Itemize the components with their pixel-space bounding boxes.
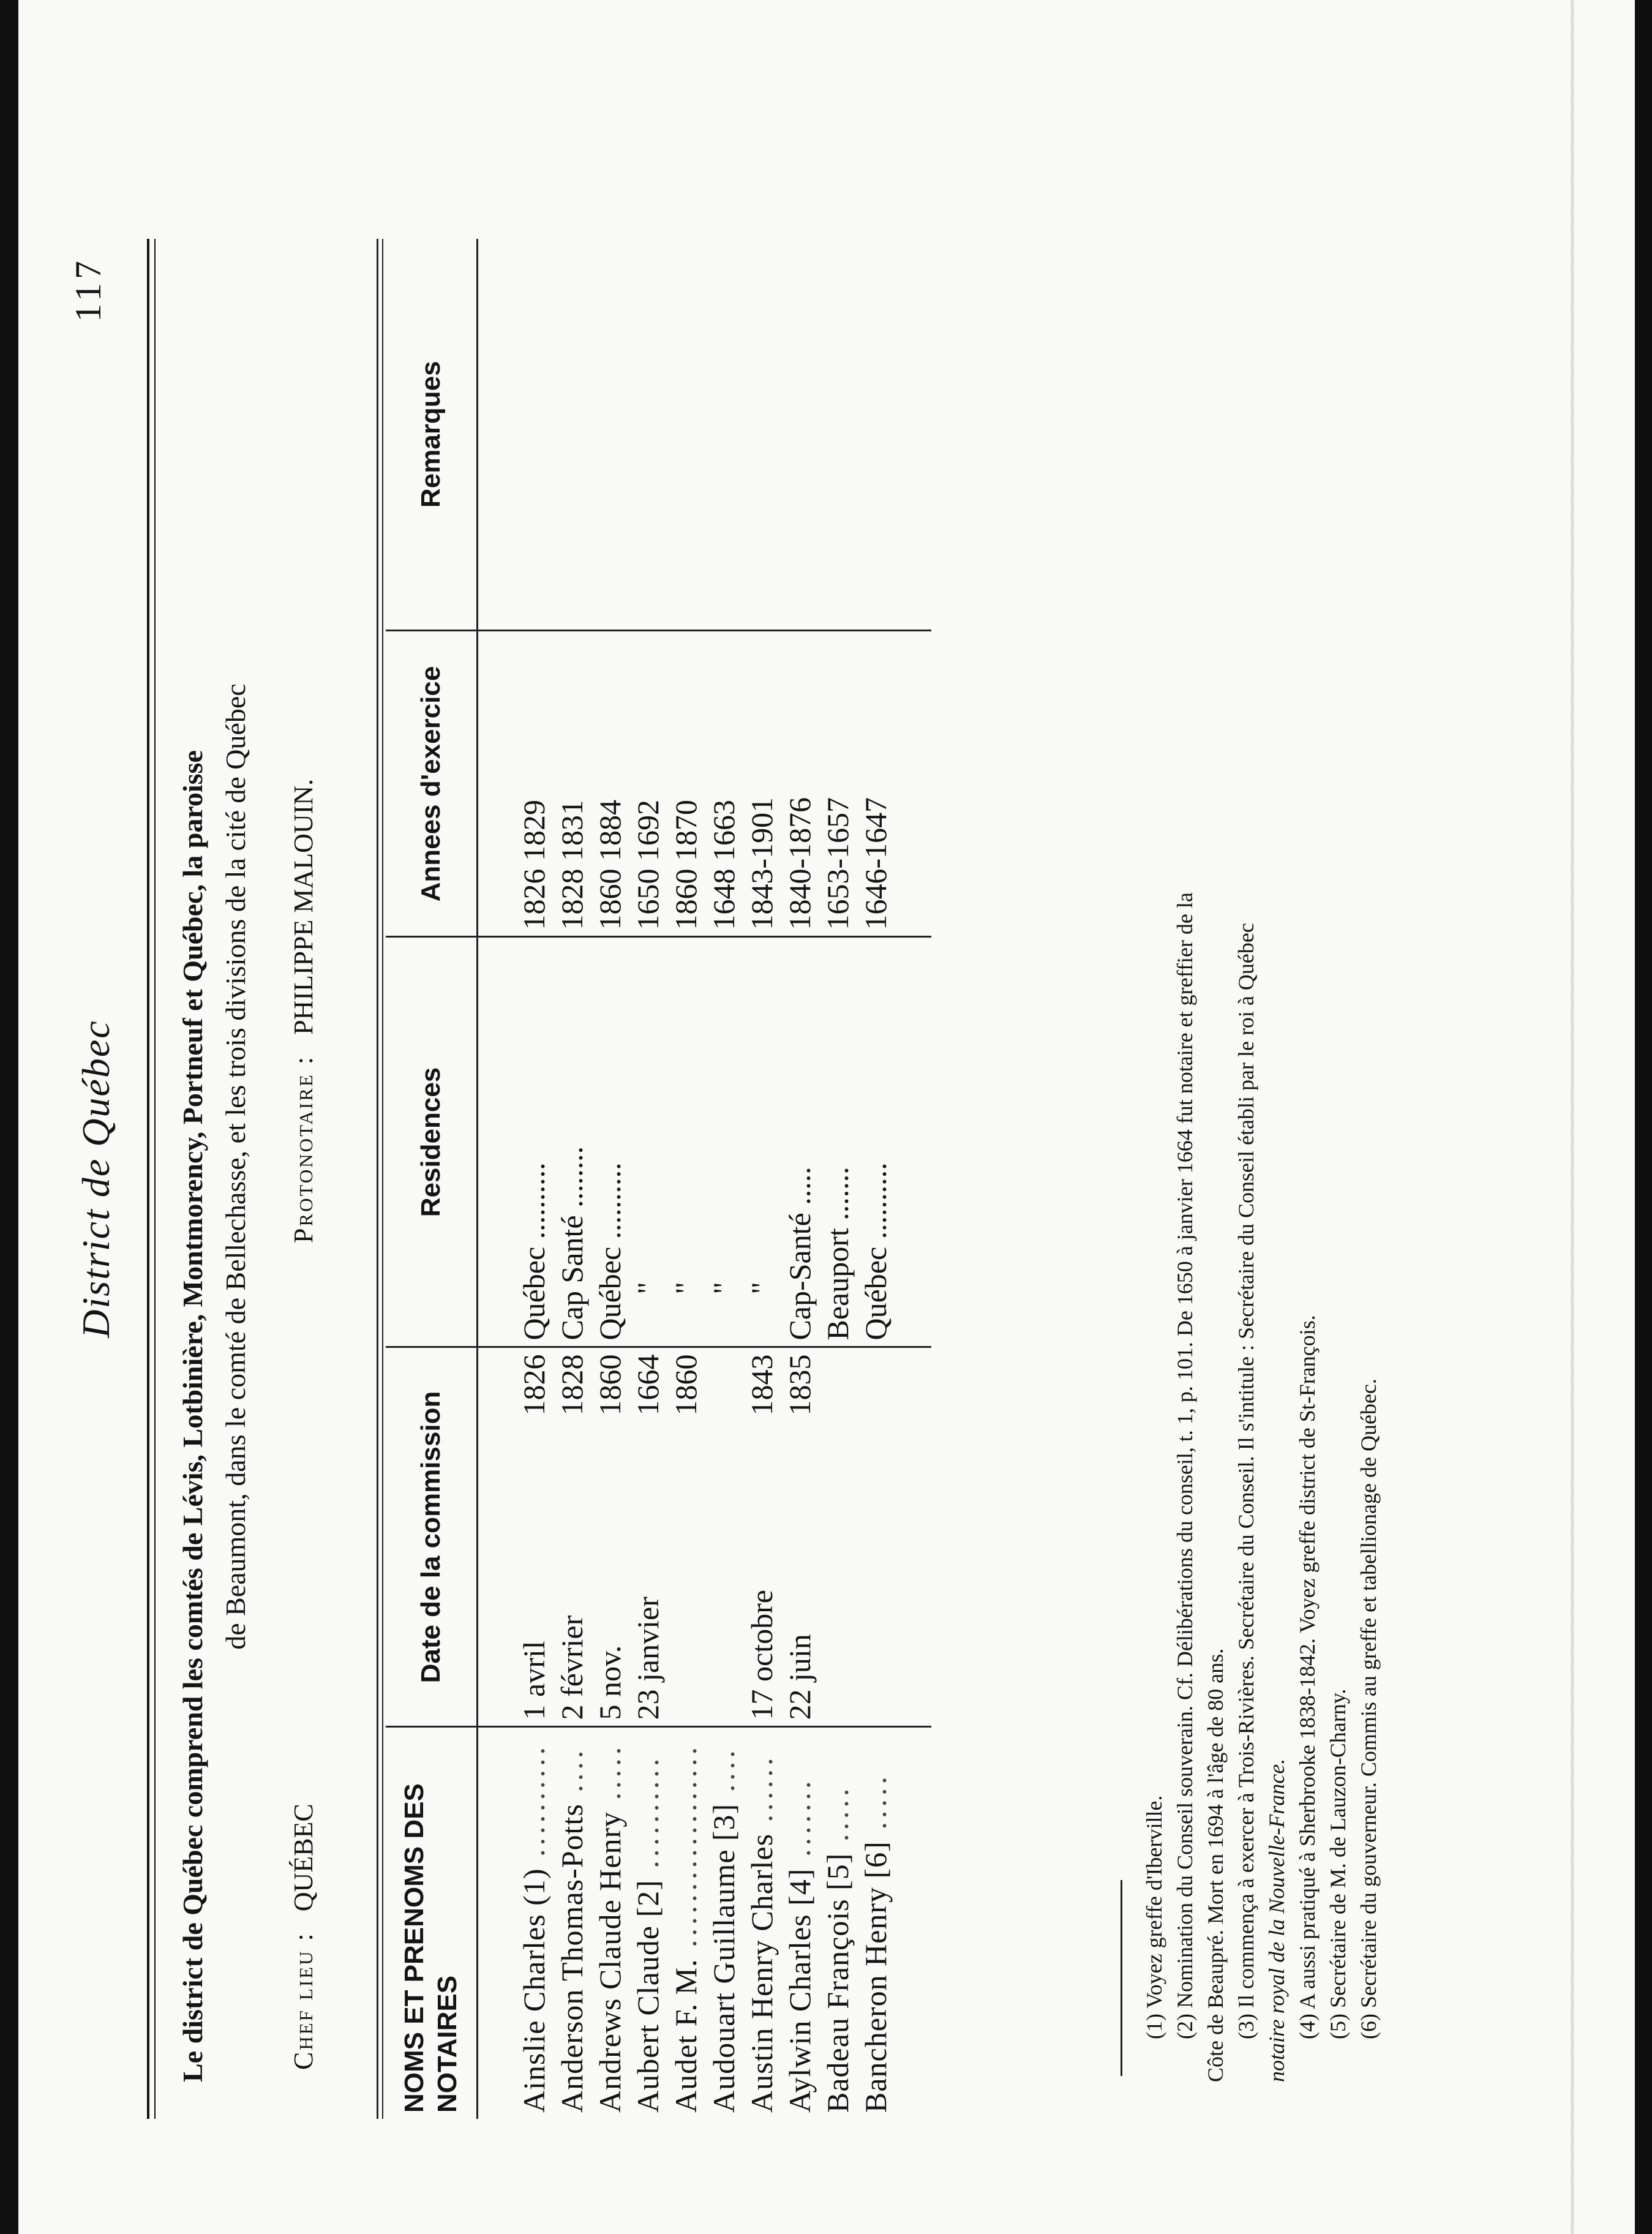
footnote-3: (3) Il commença à exercer à Trois-Rivières. Secrétaire du Conseil. Il s'intitule : Secrétaire du Conseil établi par le roi à Québec xyxy=(1234,923,1258,2039)
footnotes xyxy=(1139,257,1384,2082)
header-rule xyxy=(147,239,149,2119)
header-date: Date de la commission xyxy=(386,1347,478,1727)
commission-date xyxy=(857,1347,895,1727)
table-row xyxy=(705,239,743,2119)
notary-name: Ainslie Charles (1) .......... xyxy=(517,1743,551,2113)
years-of-practice: 1650 1692 xyxy=(629,631,667,937)
protonotaire-value: PHILIPPE MALOUIN. xyxy=(288,778,318,1035)
notary-name: Audet F. M. .................. xyxy=(669,1743,703,2113)
years-of-practice: 1646-1647 xyxy=(857,631,895,937)
table-spacer-row xyxy=(478,239,516,2119)
notary-name: Badeau François [5] ..... xyxy=(820,1785,855,2113)
scan-edge-left xyxy=(0,0,18,2234)
remarks xyxy=(629,239,667,631)
protonotaire xyxy=(288,779,319,1243)
commission-date: 5 nov. 1860 xyxy=(591,1347,629,1727)
description-line-2: de Beaumont, dans le comté de Bellechasse, et les trois divisions de la cité de Québec xyxy=(220,683,251,1650)
footnote-rule xyxy=(1121,1880,1122,2076)
remarks xyxy=(705,239,743,631)
residence: Québec .......... xyxy=(515,937,553,1347)
rotated-page-content xyxy=(43,239,1586,2119)
notary-name: Austin Henry Charles ...... xyxy=(745,1754,779,2113)
table-row xyxy=(515,239,553,2119)
residence: Beauport ....... xyxy=(819,937,857,1347)
protonotaire-label: Protonotaire : xyxy=(288,1055,318,1243)
header-years: Annees d'exercice xyxy=(386,631,478,937)
years-of-practice: 1860 1884 xyxy=(591,631,629,937)
table-row xyxy=(781,239,819,2119)
footnote-2-continued: Côte de Beaupré. Mort en 1694 à l'âge de 80 ans. xyxy=(1203,1648,1228,2082)
residence: Cap Santé ........ xyxy=(553,937,591,1347)
commission-date: 1 avril 1826 xyxy=(515,1347,553,1727)
header-names: NOMS ET PRENOMS DES NOTAIRES xyxy=(386,1727,478,2119)
remarks xyxy=(857,239,895,631)
notary-name: Anderson Thomas-Potts .... xyxy=(555,1747,589,2113)
table-row xyxy=(629,239,667,2119)
notary-name: Aylwin Charles [4] ....... xyxy=(783,1777,817,2113)
page-number: 117 xyxy=(68,257,108,322)
commission-date: 17 octobre 1843 xyxy=(743,1347,781,1727)
footnote-4: (4) A aussi pratiqué à Sherbrooke 1838-1842. Voyez greffe district de St-François. xyxy=(1295,1315,1320,2039)
district-description xyxy=(171,251,257,2082)
table-spacer-row xyxy=(895,239,931,2119)
residence: " xyxy=(667,937,705,1347)
footnote-3-continued: notaire royal de la Nouvelle-France. xyxy=(1264,1758,1289,2082)
table-row xyxy=(743,239,781,2119)
header-residences: Residences xyxy=(386,937,478,1347)
notaries-table xyxy=(386,239,931,2119)
commission-date xyxy=(819,1347,857,1727)
remarks xyxy=(819,239,857,631)
footnote-2: (2) Nomination du Conseil souverain. Cf. Délibérations du conseil, t. 1, p. 101. De 1650 à janvier 1664 fut notaire et greffier de la xyxy=(1173,892,1197,2039)
chef-lieu xyxy=(288,1803,319,2070)
scan-edge-right xyxy=(1635,0,1652,2234)
table-header-row xyxy=(386,239,478,2119)
chef-lieu-label: Chef lieu : xyxy=(288,1931,318,2070)
commission-date: 22 juin 1835 xyxy=(781,1347,819,1727)
footnote-5: (5) Secrétaire de M. de Lauzon-Charny. xyxy=(1326,1688,1350,2039)
officials-line xyxy=(288,294,331,2070)
chef-lieu-value: QUÉBEC xyxy=(288,1803,318,1912)
years-of-practice: 1648 1663 xyxy=(705,631,743,937)
table-row xyxy=(667,239,705,2119)
residence: Québec .......... xyxy=(591,937,629,1347)
footnote-6: (6) Secrétaire du gouverneur. Commis au greffe et tabellionage de Québec. xyxy=(1356,1378,1381,2039)
years-of-practice: 1843-1901 xyxy=(743,631,781,937)
notary-name: Aubert Claude [2] .......... xyxy=(631,1754,665,2113)
description-line-1: Le district de Québec comprend les comtés de Lévis, Lotbinière, Montmorency, Portneuf et Québec, la paroisse xyxy=(177,750,208,2082)
notary-name: Audouart Guillaume [3] .... xyxy=(707,1747,741,2113)
commission-date: 1860 xyxy=(667,1347,705,1727)
table-row xyxy=(591,239,629,2119)
remarks xyxy=(667,239,705,631)
years-of-practice: 1828 1831 xyxy=(553,631,591,937)
header-remarks: Remarques xyxy=(386,239,478,631)
remarks xyxy=(743,239,781,631)
remarks xyxy=(781,239,819,631)
table-top-rule xyxy=(377,239,378,2119)
residence: " xyxy=(629,937,667,1347)
years-of-practice: 1653-1657 xyxy=(819,631,857,937)
page-header xyxy=(43,239,129,2119)
commission-date xyxy=(705,1347,743,1727)
years-of-practice: 1860 1870 xyxy=(667,631,705,937)
remarks xyxy=(515,239,553,631)
remarks xyxy=(553,239,591,631)
table-row xyxy=(553,239,591,2119)
years-of-practice: 1826 1829 xyxy=(515,631,553,937)
table-row xyxy=(819,239,857,2119)
residence: Québec .......... xyxy=(857,937,895,1347)
footnote-1: (1) Voyez greffe d'Iberville. xyxy=(1142,1795,1166,2039)
notary-name: Bancheron Henry [6] ..... xyxy=(858,1773,893,2113)
residence: Cap-Santé ..... xyxy=(781,937,819,1347)
residence: " xyxy=(743,937,781,1347)
table-row xyxy=(857,239,895,2119)
page-title: District de Québec xyxy=(74,1020,118,1338)
commission-date: 2 février 1828 xyxy=(553,1347,591,1727)
commission-date: 23 janvier 1664 xyxy=(629,1347,667,1727)
remarks xyxy=(591,239,629,631)
notary-name: Andrews Claude Henry ..... xyxy=(593,1743,627,2113)
years-of-practice: 1840-1876 xyxy=(781,631,819,937)
residence: " xyxy=(705,937,743,1347)
